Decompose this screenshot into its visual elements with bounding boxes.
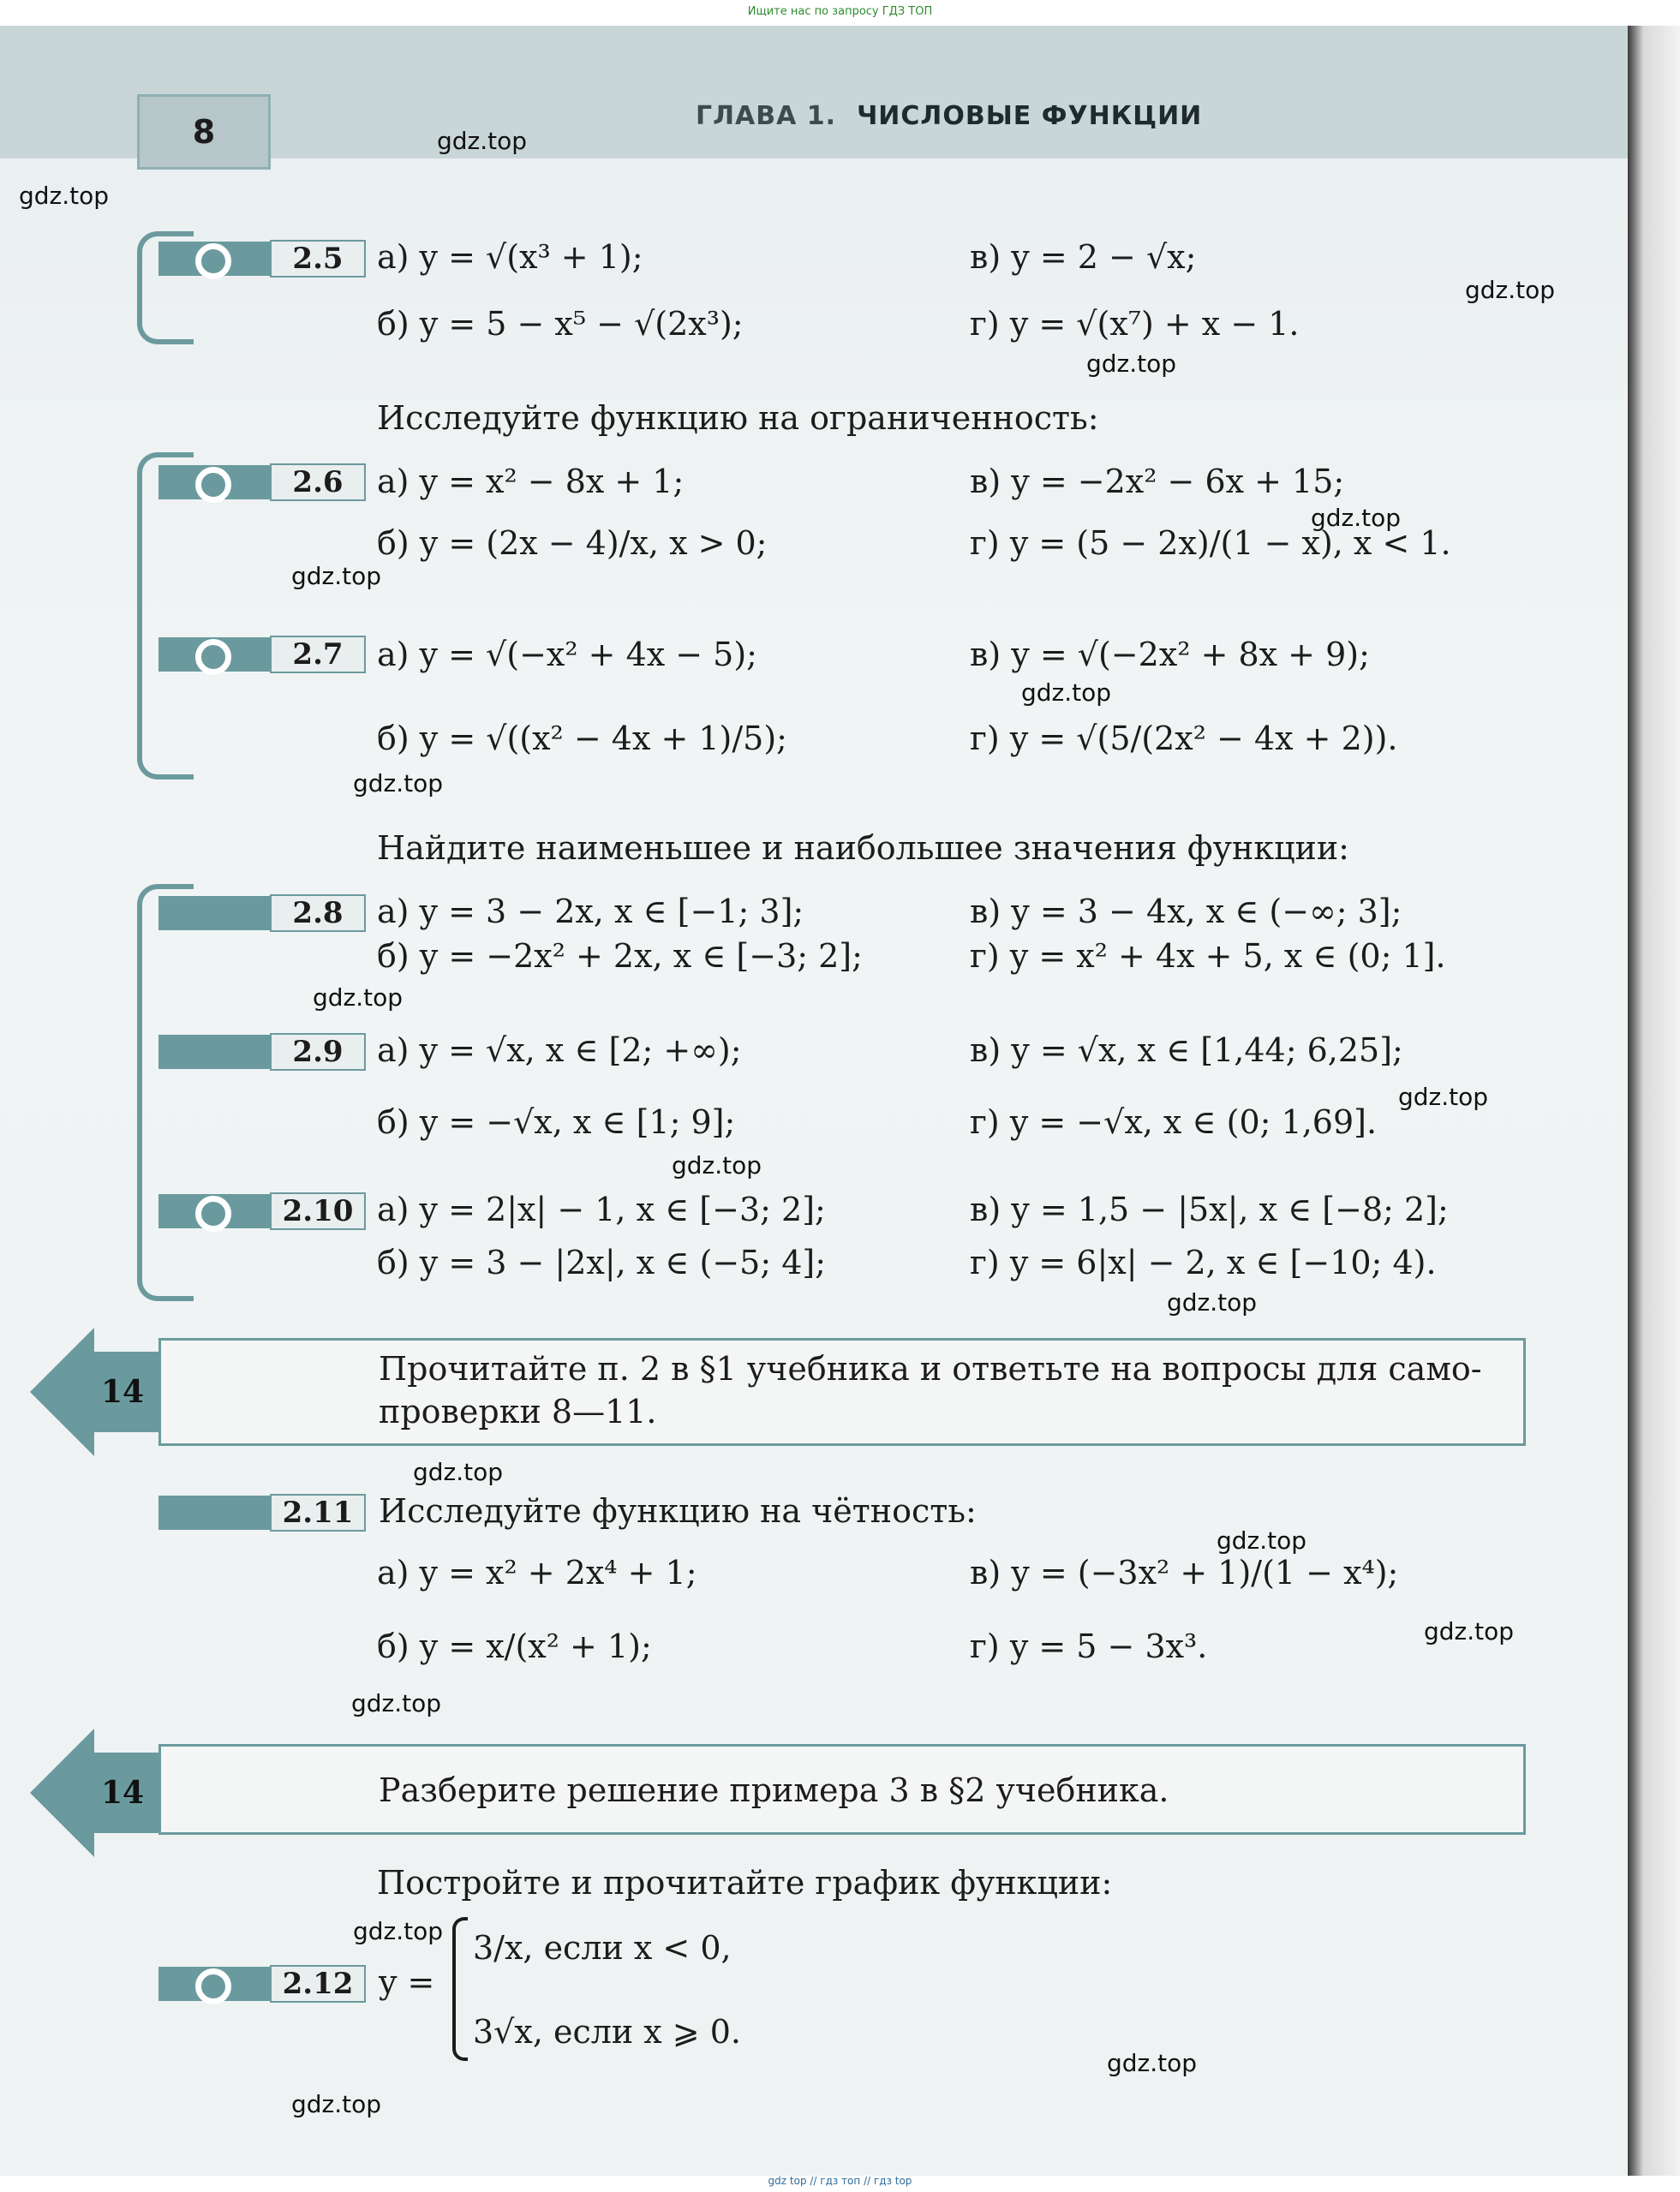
problem-item: а) y = 3 − 2x, x ∈ [−1; 3]; — [377, 893, 804, 930]
problem-number: 2.5 — [270, 240, 366, 278]
watermark: gdz.top — [1217, 1526, 1307, 1555]
watermark: gdz.top — [1398, 1083, 1489, 1111]
problem-item: г) y = 6|x| − 2, x ∈ [−10; 4). — [970, 1244, 1437, 1281]
problem-item: а) y = √(−x² + 4x − 5); — [377, 636, 757, 673]
problem-item: в) y = 2 − √x; — [970, 238, 1197, 276]
problem-number: 2.6 — [270, 463, 366, 501]
watermark: gdz.top — [291, 562, 382, 590]
problem-item: б) y = 5 − x⁵ − √(2x³); — [377, 305, 744, 343]
problem-item: а) y = 2|x| − 1, x ∈ [−3; 2]; — [377, 1191, 826, 1228]
group-bracket — [137, 452, 194, 779]
problem-item: б) y = −√x, x ∈ [1; 9]; — [377, 1103, 736, 1141]
problem-item: г) y = √(x⁷) + x − 1. — [970, 305, 1300, 343]
difficulty-circle-icon — [195, 1196, 231, 1232]
problem-item: а) y = √(x³ + 1); — [377, 238, 643, 276]
problem-item: б) y = 3 − |2x|, x ∈ (−5; 4]; — [377, 1244, 827, 1281]
watermark: gdz.top — [672, 1151, 762, 1180]
bottom-note: gdz top // гдз топ // гдз top — [768, 2175, 912, 2187]
watermark: gdz.top — [1311, 504, 1402, 532]
problem-item: г) y = √(5/(2x² − 4x + 2)). — [970, 720, 1398, 757]
problem-item: а) y = √x, x ∈ [2; +∞); — [377, 1031, 742, 1069]
reference-arrow-icon — [30, 1328, 167, 1456]
difficulty-circle-icon — [195, 467, 231, 503]
section-heading: Постройте и прочитайте график функции: — [377, 1864, 1113, 1902]
problem-item: б) y = −2x² + 2x, x ∈ [−3; 2]; — [377, 937, 863, 975]
section-heading: Найдите наименьшее и наибольшее значения функции: — [377, 829, 1349, 867]
problem-number: 2.7 — [270, 636, 366, 673]
page-edge-shadow — [1628, 26, 1680, 2176]
watermark: gdz.top — [1167, 1288, 1258, 1317]
chapter-title: ЧИСЛОВЫЕ ФУНКЦИИ — [857, 101, 1203, 131]
page-background — [0, 26, 1628, 2176]
chapter-header — [696, 101, 1202, 131]
reference-arrow-icon — [30, 1729, 167, 1857]
watermark: gdz.top — [353, 1917, 444, 1945]
reference-number: 14 — [101, 1775, 145, 1811]
problem-item: б) y = (2x − 4)/x, x > 0; — [377, 524, 768, 562]
problem-item: в) y = 3 − 4x, x ∈ (−∞; 3]; — [970, 893, 1402, 930]
piecewise-brace — [452, 1917, 468, 2061]
problem-item: в) y = (−3x² + 1)/(1 − x⁴); — [970, 1554, 1399, 1592]
difficulty-circle-icon — [195, 1968, 231, 2004]
section-heading: Исследуйте функцию на чётность: — [379, 1492, 977, 1530]
group-bracket — [137, 884, 194, 1301]
watermark: gdz.top — [1021, 678, 1112, 707]
problem-item: г) y = −√x, x ∈ (0; 1,69]. — [970, 1103, 1378, 1141]
difficulty-circle-icon — [195, 639, 231, 675]
problem-bar — [158, 896, 270, 930]
problem-item: г) y = (5 − 2x)/(1 − x), x < 1. — [970, 524, 1451, 562]
problem-item: а) y = x² − 8x + 1; — [377, 463, 685, 500]
problem-number: 2.11 — [270, 1494, 366, 1532]
problem-item: в) y = √x, x ∈ [1,44; 6,25]; — [970, 1031, 1403, 1069]
reference-text-line: Прочитайте п. 2 в §1 учебника и ответьте на вопросы для само- — [379, 1350, 1482, 1388]
watermark: gdz.top — [353, 769, 444, 797]
page-number: 8 — [137, 94, 271, 170]
watermark: gdz.top — [19, 182, 110, 210]
problem-item: г) y = 5 − 3x³. — [970, 1628, 1208, 1665]
problem-item: в) y = √(−2x² + 8x + 9); — [970, 636, 1370, 673]
reference-text-line: проверки 8—11. — [379, 1393, 657, 1430]
watermark: gdz.top — [1424, 1617, 1515, 1645]
reference-text-line: Разберите решение примера 3 в §2 учебника. — [379, 1771, 1169, 1809]
problem-number: 2.9 — [270, 1033, 366, 1071]
problem-item: б) y = x/(x² + 1); — [377, 1628, 652, 1665]
piecewise-case: 3√x, если x ⩾ 0. — [473, 2013, 741, 2051]
piecewise-case: 3/x, если x < 0, — [473, 1929, 732, 1967]
section-heading: Исследуйте функцию на ограниченность: — [377, 399, 1099, 437]
problem-item: в) y = 1,5 − |5x|, x ∈ [−8; 2]; — [970, 1191, 1449, 1228]
top-note: Ищите нас по запросу ГДЗ ТОП — [747, 5, 933, 18]
watermark: gdz.top — [1107, 2049, 1198, 2077]
problem-bar — [158, 1496, 270, 1530]
reference-number: 14 — [101, 1374, 145, 1410]
chapter-label: ГЛАВА 1. — [696, 101, 837, 131]
problem-bar — [158, 1035, 270, 1069]
watermark: gdz.top — [291, 2090, 382, 2118]
watermark: gdz.top — [413, 1458, 504, 1486]
problem-number: 2.12 — [270, 1965, 366, 2003]
piecewise-lhs: y = — [379, 1963, 435, 2001]
watermark: gdz.top — [1086, 349, 1177, 378]
difficulty-circle-icon — [195, 243, 231, 279]
watermark: gdz.top — [351, 1689, 442, 1717]
problem-item: б) y = √((x² − 4x + 1)/5); — [377, 720, 787, 757]
problem-number: 2.8 — [270, 894, 366, 932]
problem-number: 2.10 — [270, 1192, 366, 1230]
watermark: gdz.top — [313, 983, 404, 1012]
problem-item: а) y = x² + 2x⁴ + 1; — [377, 1554, 697, 1592]
watermark: gdz.top — [1465, 276, 1556, 304]
watermark: gdz.top — [437, 127, 528, 155]
problem-item: в) y = −2x² − 6x + 15; — [970, 463, 1345, 500]
problem-item: г) y = x² + 4x + 5, x ∈ (0; 1]. — [970, 937, 1446, 975]
